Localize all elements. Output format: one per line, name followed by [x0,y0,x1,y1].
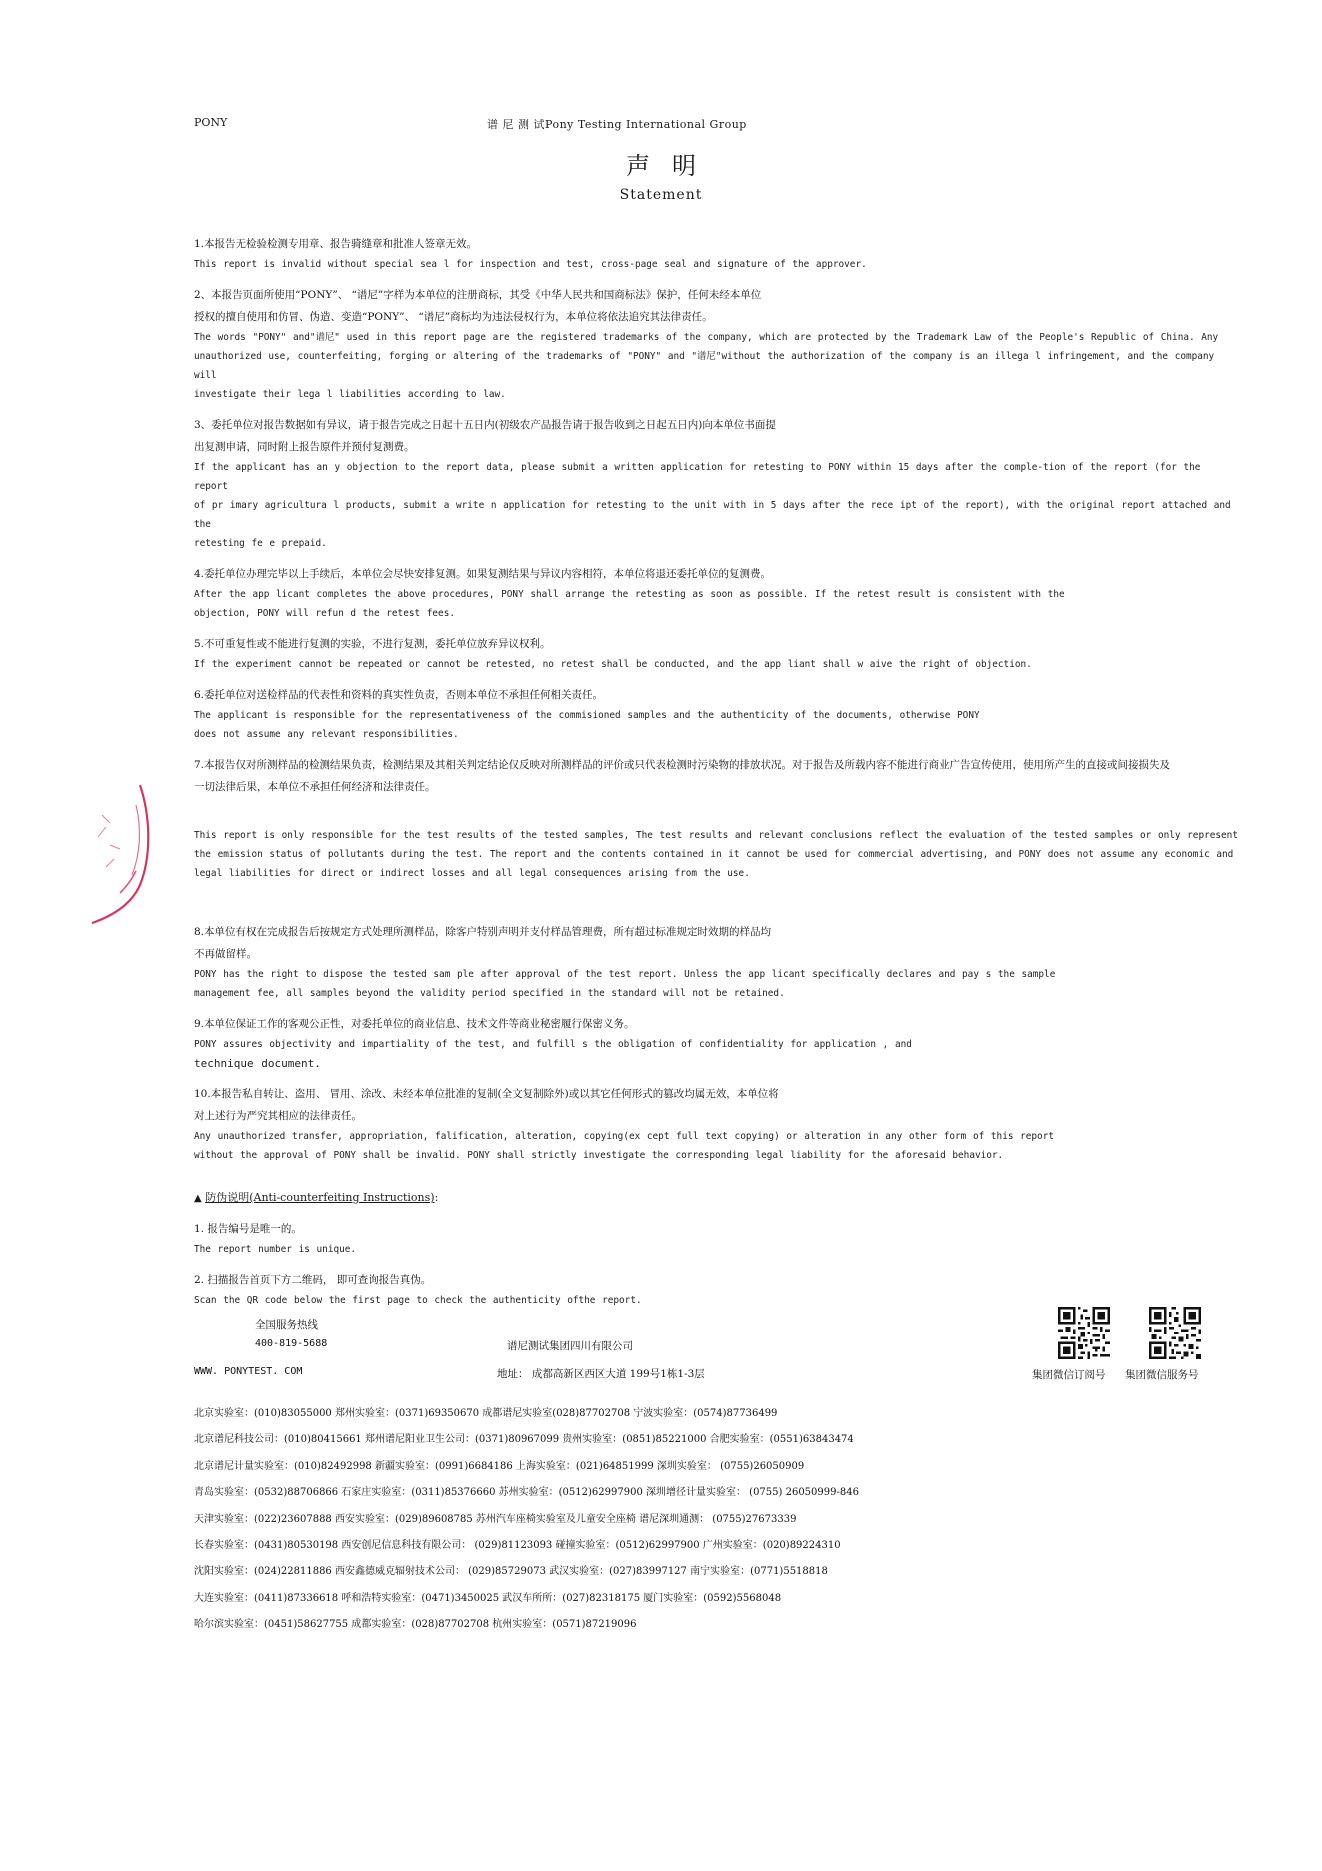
lab-contact-line: 哈尔滨实验室：(0451)58627755 成都实验室：(028)87702708 杭州实验室：(0571)87219096 [194,1619,637,1631]
statement-cn-line: 7.本报告仅对所测样品的检测结果负责，检测结果及其相关判定结论仅反映对所测样品的评价或只代表检测时污染物的排放状况。对于报告及所载内容不能进行商业广告宣传使用，使用所产生的直接或间接损失及 [194,759,1171,771]
lab-contact-line: 长春实验室：(0431)80530198 西安创尼信息科技有限公司： (029)81123093 碰撞实验室：(0512)62997900 广州实验室：(020)89224310 [194,1540,841,1552]
statement-en-line: Any unauthorized transfer, appropriation, falification, alteration, copying(ex cept full text copying) or alteration in any other form of this report [194,1131,1054,1142]
hotline-number: 400-819-5688 [255,1338,328,1349]
lab-contact-line: 沈阳实验室：(024)22811886 西安鑫德威克辐射技术公司： (029)85729073 武汉实验室：(027)83997127 南宁实验室：(0771)5518818 [194,1566,828,1578]
statement-en-line: If the experiment cannot be repeated or cannot be retested, no retest shall be conducted, and the app liant shall w aive the right of objection. [194,659,1032,670]
page-title: 声明 [626,152,718,180]
statement-item [194,1083,1240,1165]
anti-counterfeit-item [194,1218,1240,1259]
statement-en-line: After the app licant completes the above procedures, PONY shall arrange the retesting as soon as possible. If the retest result is consistent with the [194,589,1065,600]
statement-item [194,233,1240,274]
statement-en-line: This report is only responsible for the test results of the tested samples, The test results and relevant conclusions reflect the evaluation of the tested samples or only represent [194,830,1238,841]
lab-contact-line: 北京谱尼计量实验室：(010)82492998 新疆实验室：(0991)6684186 上海实验室：(021)64851999 深圳实验室： (0755)26050909 [194,1460,805,1472]
statement-item [194,284,1240,404]
statement-cn-line: 授权的擅自使用和仿冒、伪造、变造“PONY”、 “谱尼”商标均为违法侵权行为，本单位将依法追究其法律责任。 [194,311,713,323]
website: WWW. PONYTEST. COM [194,1366,303,1377]
anti-en-line: The report number is unique. [194,1244,357,1255]
lab-contact-line: 北京谱尼科技公司：(010)80415661 郑州谱尼阳业卫生公司：(0371)80967099 贵州实验室：(0851)85221000 合肥实验室：(0551)63843474 [194,1434,854,1446]
lab-contact-list [194,1401,1194,1639]
anti-counterfeit-title [194,1187,1240,1210]
statement-en-line: The words "PONY" and"谱尼" used in this report page are the registered trademarks of the company, which are protected by the Trademark Law of the People's Republic of China. Any [194,332,1219,343]
statement-en-line: without the approval of PONY shall be invalid. PONY shall strictly investigate the corresponding legal liability for the aforesaid behavior. [194,1150,1004,1161]
statement-en-line: does not assume any relevant responsibilities. [194,729,459,740]
statement-item [194,563,1240,623]
statement-item [194,684,1240,744]
statement-item [194,754,1240,911]
statement-en-line: technique document. [194,1057,321,1070]
statement-en-line: PONY assures objectivity and impartiality of the test, and fulfill s the obligation of confidentiality for application , and [194,1039,912,1050]
statement-cn-line: 2、本报告页面所使用“PONY”、 “谱尼”字样为本单位的注册商标，其受《中华人民共和国商标法》保护，任何未经本单位 [194,289,762,301]
statement-en-line: objection, PONY will refun d the retest fees. [194,608,455,619]
seal-stamp [80,775,150,925]
statement-en-line: unauthorized use, counterfeiting, forging or altering of the trademarks of "PONY" and "谱尼"without the authorization of the company is an illega l infringement, and the company will [194,351,1215,381]
anti-cn-line: 2. 扫描报告首页下方二维码， 即可查询报告真伪。 [194,1274,432,1286]
statement-en-line: of pr imary agricultura l products, submit a write n application for retesting to the unit with in 5 days after the rece ipt of the report), with the original report attached and the [194,500,1231,530]
anti-cn-line: 1. 报告编号是唯一的。 [194,1223,302,1235]
statement-cn-line: 4.委托单位办理完毕以上手续后，本单位会尽快安排复测。如果复测结果与异议内容相符，本单位将退还委托单位的复测费。 [194,568,772,580]
statement-en-line: legal liabilities for direct or indirect losses and all legal consequences arising from the use. [194,868,750,879]
lab-contact-line: 青岛实验室：(0532)88706866 石家庄实验室：(0311)85376660 苏州实验室：(0512)62997900 深圳增径计量实验室： (0755) 26050999-846 [194,1487,859,1499]
statement-en-line: The applicant is responsible for the representativeness of the commisioned samples and the authenticity of the documents, otherwise PONY [194,710,980,721]
statement-cn-line: 出复测申请，同时附上报告原件并预付复测费。 [194,441,415,453]
statement-item [194,921,1240,1003]
statement-en-line: the emission status of pollutants during the test. The report and the contents contained in it cannot be used for commercial advertising, and PONY does not assume any economic and [194,849,1234,860]
lab-contact-line: 大连实验室：(0411)87336618 呼和浩特实验室：(0471)3450025 武汉车所所：(027)82318175 厦门实验室：(0592)5568048 [194,1592,782,1604]
anti-counterfeit-item [194,1269,1240,1310]
statement-cn-line: 一切法律后果，本单位不承担任何经济和法律责任。 [194,781,436,793]
header-left: PONY [194,116,228,129]
statement-item [194,1013,1240,1073]
statement-cn-line: 不再做留样。 [194,948,257,960]
lab-contact-line: 北京实验室：(010)83055000 郑州实验室：(0371)69350670 成都谱尼实验室(028)87702708 宁波实验室：(0574)87736499 [194,1408,778,1419]
spacer [194,798,1240,826]
statement-en-line: retesting fe e prepaid. [194,538,327,549]
company-name: 谱尼测试集团四川有限公司 [507,1340,633,1352]
statement-en-line: This report is invalid without special sea l for inspection and test, cross-page seal and signature of the approver. [194,259,867,270]
anti-en-line: Scan the QR code below the first page to check the authenticity ofthe report. [194,1295,642,1306]
statement-cn-line: 5.不可重复性或不能进行复测的实验，不进行复测，委托单位放弃异议权利。 [194,638,551,650]
qr-label-subscription: 集团微信订阅号 [1032,1369,1106,1381]
statement-item [194,633,1240,674]
statement-item [194,414,1240,553]
statement-body [194,233,1240,1320]
spacer [194,883,1240,911]
qr-code-subscription [1058,1307,1110,1359]
address: 地址： 成都高新区西区大道 199号1栋1-3层 [497,1368,705,1380]
statement-en-line: management fee, all samples beyond the validity period specified in the standard will not be retained. [194,988,785,999]
statement-cn-line: 9.本单位保证工作的客观公正性，对委托单位的商业信息、技术文件等商业秘密履行保密义务。 [194,1018,635,1030]
statement-en-line: PONY has the right to dispose the tested sam ple after approval of the test report. Unless the app licant specifically declares and pay s the sample [194,969,1056,980]
statement-cn-line: 3、委托单位对报告数据如有异议，请于报告完成之日起十五日内(初级农产品报告请于报告收到之日起五日内)向本单位书面提 [194,419,776,431]
heading-suffix: : [434,1191,439,1204]
triangle-icon: ▲ [194,1193,202,1204]
page-subtitle: Statement [619,187,703,203]
qr-label-service: 集团微信服务号 [1125,1369,1199,1381]
statement-cn-line: 6.委托单位对送检样品的代表性和资料的真实性负责，否则本单位不承担任何相关责任。 [194,689,604,701]
header-center: 谱 尼 测 试Pony Testing International Group [487,118,747,131]
lab-contact-line: 天津实验室：(022)23607888 西安实验室：(029)89608785 苏州汽车座椅实验室及儿童安全座椅 谱尼深圳通测： (0755)27673339 [194,1513,797,1525]
anti-counterfeit-heading: 防伪说明(Anti-counterfeiting Instructions) [205,1191,435,1204]
statement-en-line: If the applicant has an y objection to the report data, please submit a written application for retesting to PONY within 15 days after the comple-tion of the report (for the report [194,462,1201,492]
statement-cn-line: 1.本报告无检验检测专用章、报告骑缝章和批准人签章无效。 [194,238,478,250]
statement-cn-line: 对上述行为严究其相应的法律责任。 [194,1110,362,1122]
statement-cn-line: 8.本单位有权在完成报告后按规定方式处理所测样品，除客户特别声明并支付样品管理费，所有超过标准规定时效期的样品均 [194,926,772,938]
qr-code-service [1149,1307,1201,1359]
hotline-label: 全国服务热线 [255,1319,318,1331]
statement-en-line: investigate their lega l liabilities according to law. [194,389,506,400]
statement-cn-line: 10.本报告私自转让、盗用、 冒用、涂改、未经本单位批准的复制(全文复制除外)或以其它任何形式的篡改均属无效，本单位将 [194,1088,779,1100]
